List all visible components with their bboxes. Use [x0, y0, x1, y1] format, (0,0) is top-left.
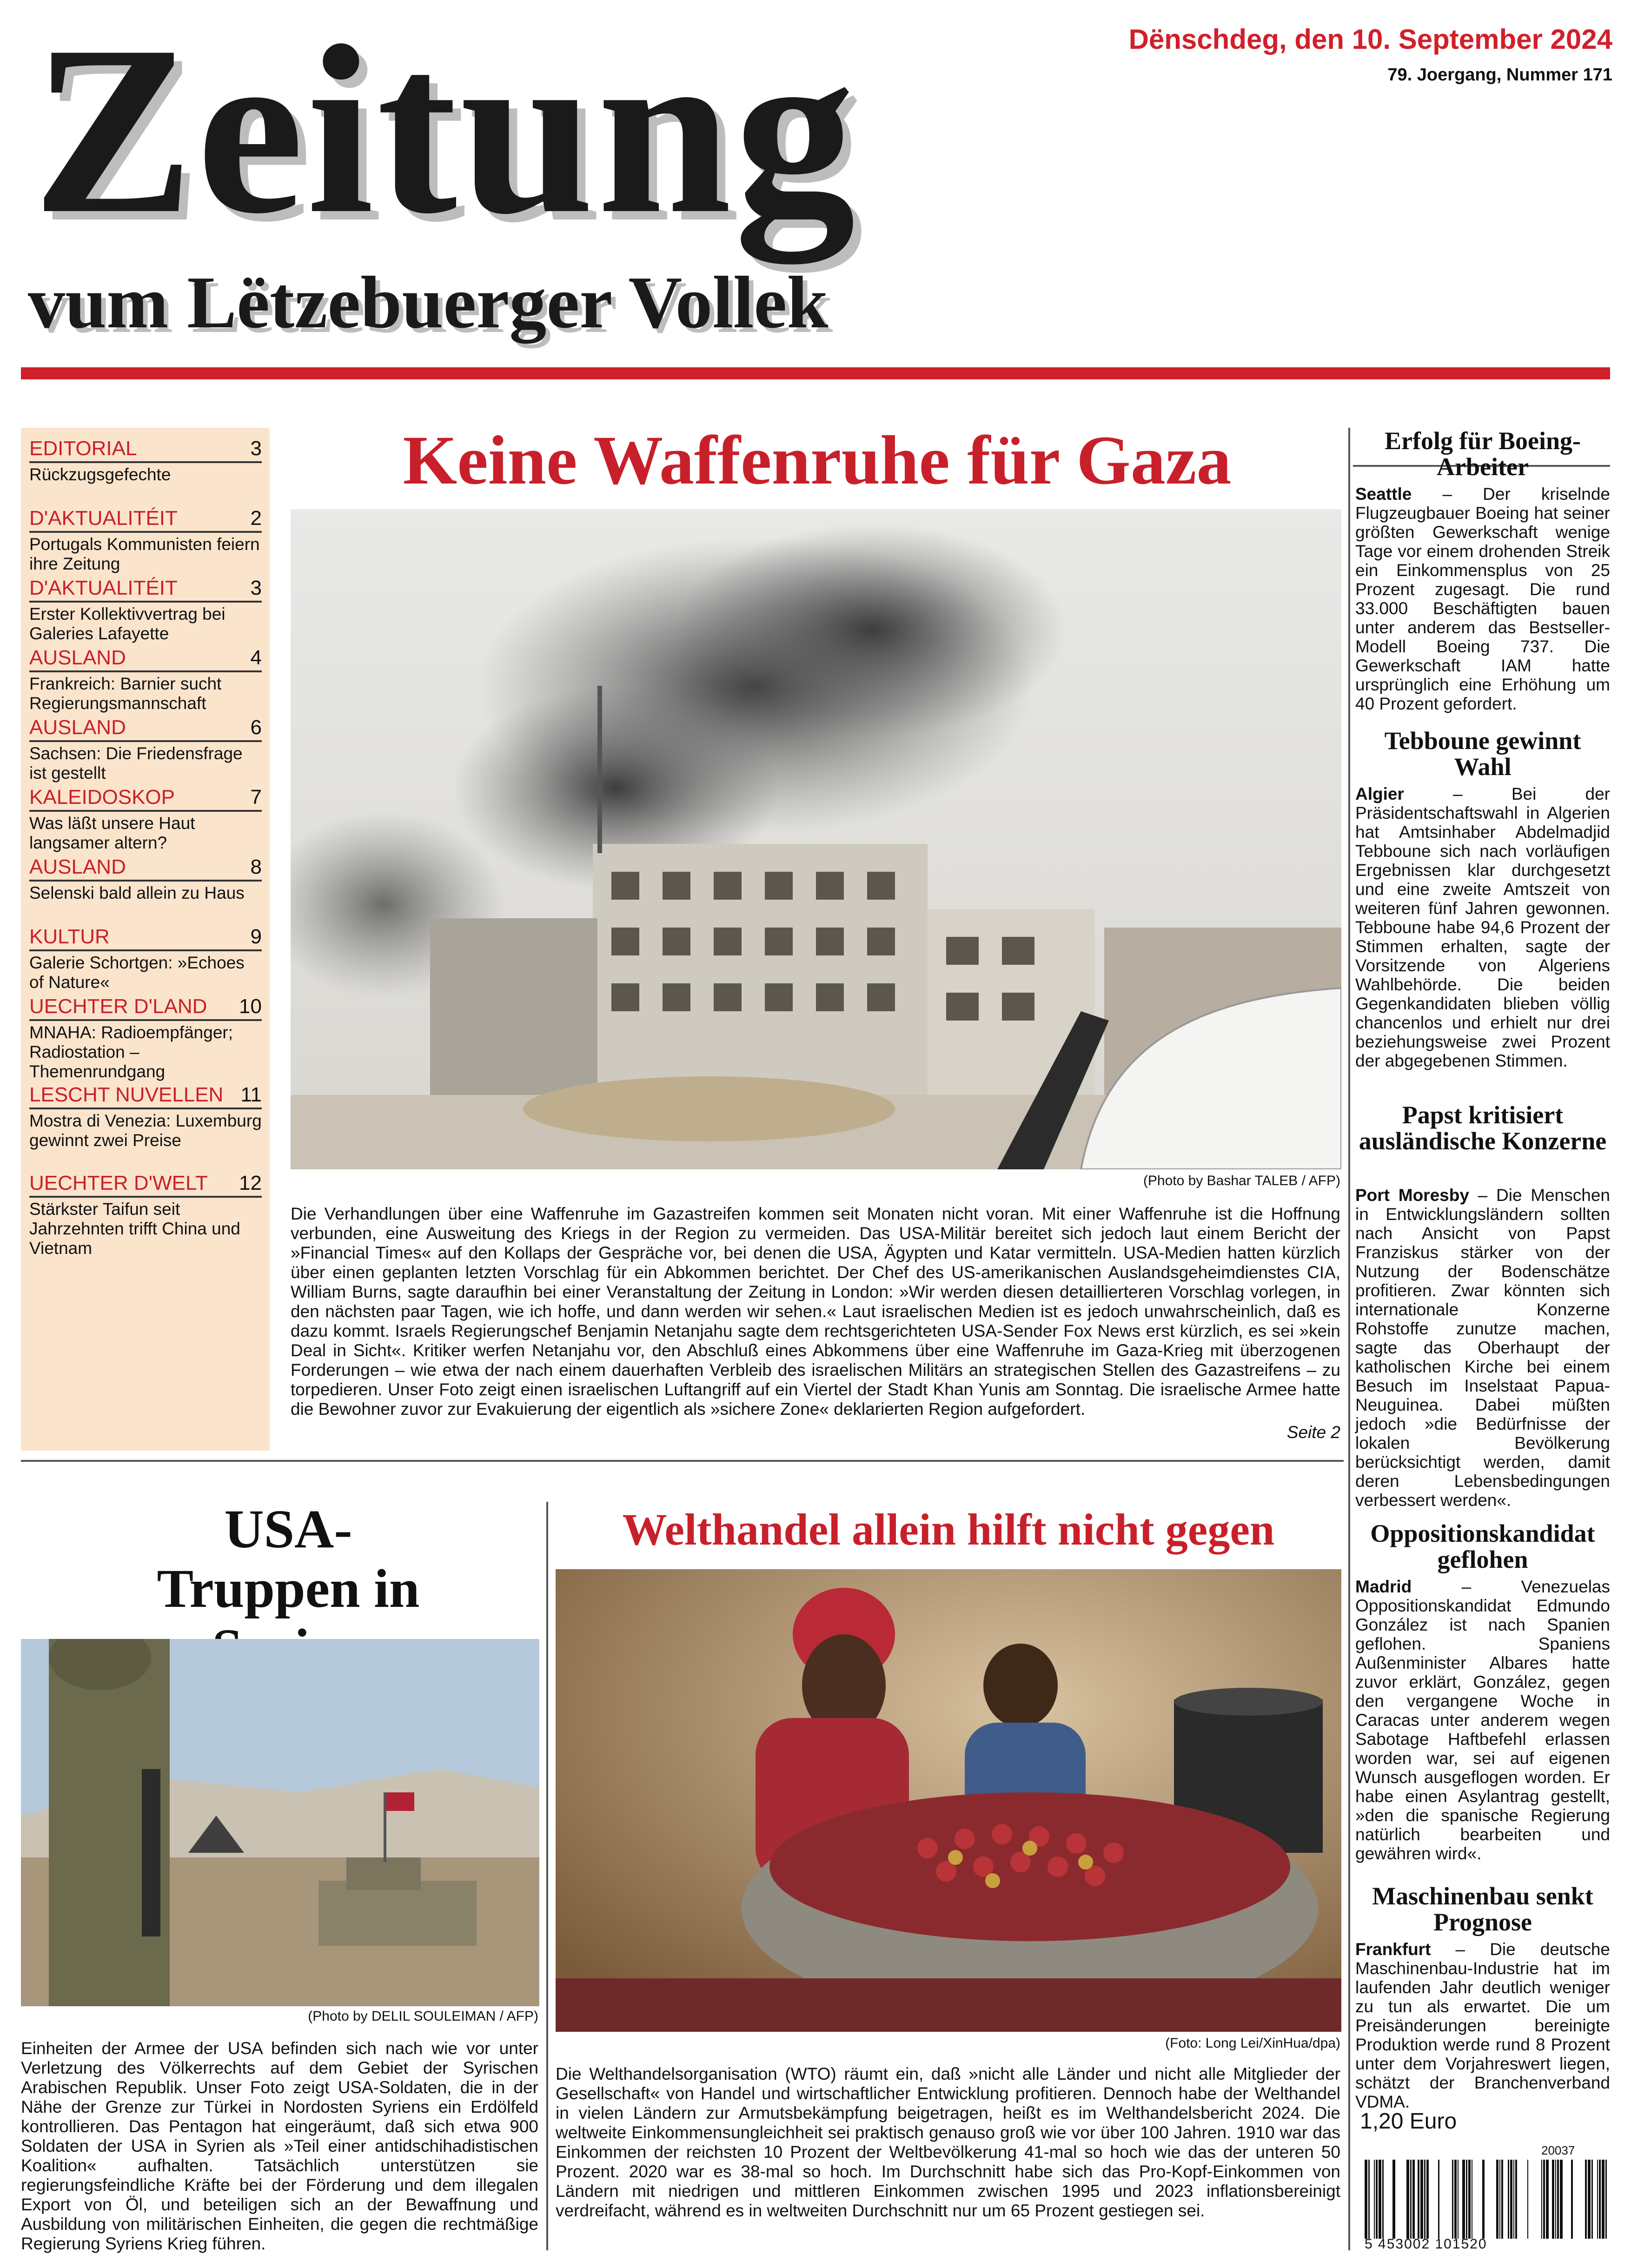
- syria-photo-credit: (Photo by DELIL SOULEIMAN / AFP): [308, 2009, 538, 2024]
- index-entry[interactable]: [29, 436, 262, 484]
- barcode-bar: [1527, 2160, 1528, 2239]
- brief-dateline: Madrid: [1355, 1577, 1412, 1596]
- syria-body: Einheiten der Armee der USA befinden sich nach wie vor unter Verletzung des Völkerrechts auf dem Gebiet der Syrischen Arabischen Republik. Unser Foto zeigt USA-Soldaten, die in der Nähe der Grenze zur Türkei in Nordosten Syriens ein Erdölfeld kontrollieren. Das Pentagon hat eingeräumt, daß sich etwa 900 Soldaten der USA in Syrien als »Teil einer antidschihadistischen Koalition« aufhalten. Tatsächlich unterstützen sie regierungsfeindliche Kräfte bei der Förderung und dem illegalen Export von Öl, und beteiligen sich an der Bewaffnung und Ausbildung von militärischen Einheiten, die gegen die rechtmäßige Regierung Syriens Krieg führen.: [21, 2039, 538, 2253]
- brief-text-gonzalez: [1355, 1577, 1610, 1863]
- trade-photo-credit: (Foto: Long Lei/XinHua/dpa): [1165, 2036, 1340, 2051]
- index-page-number: 11: [240, 1083, 262, 1106]
- index-page-number: 3: [250, 577, 262, 599]
- index-page-number: 9: [250, 925, 262, 948]
- index-entry-header: [29, 994, 262, 1021]
- index-entry-header: [29, 924, 262, 951]
- index-section: D'AKTUALITÉIT: [29, 577, 178, 599]
- index-entry[interactable]: [29, 855, 262, 903]
- barcode-bar: [1588, 2160, 1591, 2239]
- barcode-bar: [1508, 2160, 1509, 2239]
- index-entry[interactable]: [29, 994, 262, 1081]
- index-page-number: 10: [239, 995, 262, 1018]
- syria-headline-text: USA-Truppen in: [157, 1499, 420, 1619]
- index-teaser: Erster Kollektivvertrag bei Galeries Lafayette: [29, 604, 225, 643]
- index-section: EDITORIAL: [29, 437, 137, 460]
- barcode-bar: [1462, 2160, 1465, 2239]
- brief-text-maschinenbau: [1355, 1940, 1610, 2111]
- barcode-bar: [1420, 2160, 1423, 2239]
- index-teaser: Selenski bald allein zu Haus: [29, 883, 245, 902]
- barcode-bar: [1496, 2160, 1498, 2239]
- barcode-bar: [1368, 2160, 1370, 2239]
- barcode-bar: [1379, 2160, 1381, 2239]
- barcode-bar: [1412, 2160, 1415, 2239]
- brief-body: – Bei der Präsidentschaftswahl in Algerien hat Amtsinhaber Abdelmadjid Tebboune sich nach vorläufigen Ergebnissen klar durchgesetzt und eine zweite Amtszeit von weiteren fünf Jahren gewonnen. Tebboune habe 94,6 Prozent der Stimmen erhalten, sagte der Vorsitzende von Algeriens Wahlbehörde. Die beiden Gegenkandidaten blieben völlig chancenlos und erhielt nur drei beziehungsweise zwei Prozent der abgegebenen Stimmen.: [1355, 784, 1610, 1070]
- barcode-bar: [1424, 2160, 1425, 2239]
- barcode-bar: [1376, 2160, 1378, 2239]
- index-entry-header: [29, 645, 262, 672]
- index-entry-header: [29, 1082, 262, 1109]
- brief-text-papst: [1355, 1186, 1610, 1510]
- brief-body: – Die Menschen in Entwicklungsländern sollten nach Ansicht von Papst Franziskus stärker von der Nutzung der Bodenschätze profitieren. Zwar könnten sich internationale Konzerne Rohstoffe zunutze machen, sagte das Oberhaupt der katholischen Kirche bei einem Besuch im Inselstaat Papua-Neuguinea. Dabei müßten jedoch »die Bedürfnisse der lokalen Bevölkerung berücksichtigt werden, damit deren Lebensbedingungen verbessert werden«.: [1355, 1186, 1610, 1510]
- barcode-number: 5 453002 101520: [1365, 2236, 1487, 2252]
- index-teaser: Rückzugsgefechte: [29, 465, 171, 484]
- trade-body: Die Welthandelsorganisation (WTO) räumt ein, daß »nicht alle Länder und nicht alle Mitglieder der Gesellschaft« von Handel und wirtschaftlicher Entwicklung profitieren. Dennoch habe der Welthandel in vielen Ländern zur Armutsbekämpfung beigetragen, heißt es im Welthandelsbericht 2024. Die weltweite Einkommensungleichheit sei praktisch genauso groß wie vor über 100 Jahren. 1910 war das Einkommen der reichsten 10 Prozent der Weltbevölkerung 41-mal so hoch wie das der unteren 50 Prozent. 2020 war es 38-mal so hoch. Im Durchschnitt habe sich das Pro-Kopf-Einkommen von Ländern mit niedrigen und mittleren Einkommen zwischen 1995 und 2023 inflationsbereinigt verdreifacht, während es in weltweiten Durchschnitt nur um 65 Prozent gestiegen sei.: [556, 2064, 1340, 2220]
- barcode-bar: [1515, 2160, 1517, 2239]
- index-teaser: Frankreich: Barnier sucht Regierungsmannschaft: [29, 674, 222, 713]
- index-teaser: Sachsen: Die Friedensfrage ist gestellt: [29, 744, 243, 783]
- index-page-number: 6: [250, 716, 262, 739]
- index-section: AUSLAND: [29, 716, 126, 739]
- barcode-bar: [1392, 2160, 1395, 2239]
- barcode-bar: [1501, 2160, 1503, 2239]
- barcode-bar: [1458, 2160, 1459, 2239]
- index-teaser: Stärkster Taifun seit Jahrzehnten trifft China und Vietnam: [29, 1200, 240, 1258]
- lead-headline: Keine Waffenruhe für Gaza: [403, 422, 1232, 499]
- brief-headline-boeing: Erfolg für Boeing-Arbeiter: [1385, 427, 1581, 481]
- barcode-bar: [1466, 2160, 1467, 2239]
- barcode-bar: [1597, 2160, 1598, 2239]
- barcode-bar: [1585, 2160, 1587, 2239]
- barcode-bar: [1426, 2160, 1429, 2239]
- index-page-number: 12: [239, 1172, 262, 1194]
- index-entry[interactable]: [29, 924, 262, 992]
- index-section: UECHTER D'LAND: [29, 995, 207, 1018]
- barcode-bars-icon: [1365, 2160, 1611, 2239]
- barcode-bar: [1382, 2160, 1384, 2239]
- index-teaser: Galerie Schortgen: »Echoes of Nature«: [29, 953, 245, 992]
- index-entry-header: [29, 506, 262, 533]
- index-entry-header: [29, 855, 262, 882]
- index-section: LESCHT NUVELLEN: [29, 1083, 224, 1106]
- index-teaser: MNAHA: Radioempfänger; Radiostation – Themenrundgang: [29, 1023, 233, 1081]
- barcode-bar: [1452, 2160, 1453, 2239]
- masthead-rule: [21, 367, 1610, 379]
- index-entry-header: [29, 785, 262, 812]
- index-section: UECHTER D'WELT: [29, 1172, 208, 1194]
- index-page-number: 7: [250, 786, 262, 809]
- brief-headline-maschinenbau: Maschinenbau senkt Prognose: [1372, 1882, 1593, 1936]
- index-entry[interactable]: [29, 715, 262, 783]
- index-entry[interactable]: [29, 645, 262, 713]
- barcode-bar: [1543, 2160, 1545, 2239]
- barcode-bar: [1406, 2160, 1409, 2239]
- brief-body: – Die deutsche Maschinenbau-Industrie hat im laufenden Jahr deutlich weniger zu tun als erwartet. Die um Preisänderungen bereinigte Produktion werde rund 8 Prozent unter dem Vorjahreswert liegen, schätzt der Branchenverband VDMA.: [1355, 1940, 1610, 2111]
- barcode-bar: [1365, 2160, 1367, 2239]
- barcode-bar: [1499, 2160, 1500, 2239]
- index-teaser: Was läßt unsere Haut langsamer altern?: [29, 814, 195, 852]
- barcode-bar: [1571, 2160, 1573, 2239]
- issue-number: 79. Joergang, Nummer 171: [1387, 65, 1612, 85]
- brief-text-boeing: [1355, 484, 1610, 713]
- index-section: D'AKTUALITÉIT: [29, 507, 178, 530]
- brief-headline-papst: Papst kritisiert ausländische Konzerne: [1359, 1101, 1607, 1155]
- brief-dateline: Seattle: [1355, 484, 1412, 504]
- column-divider: [1348, 428, 1350, 2250]
- index-entry[interactable]: [29, 506, 262, 574]
- lead-photo-credit: (Photo by Bashar TALEB / AFP): [1143, 1173, 1340, 1188]
- barcode-bar: [1510, 2160, 1512, 2239]
- barcode-bar: [1418, 2160, 1419, 2239]
- index-teaser: Portugals Kommunisten feiern ihre Zeitung: [29, 535, 260, 573]
- brief-text-tebboune: [1355, 784, 1610, 1070]
- barcode-bar: [1599, 2160, 1601, 2239]
- lead-jump[interactable]: Seite 2: [1286, 1423, 1340, 1442]
- barcode-bar: [1468, 2160, 1471, 2239]
- index-page-number: 3: [250, 437, 262, 460]
- brief-body: – Der kriselnde Flugzeugbauer Boeing hat seiner größten Gewerkschaft wenige Tage vor einem drohenden Streik ein Einkommensplus von 25 Prozent zugesagt. Die rund 33.000 Beschäftigten bauen unter anderem das Bestseller-Modell Boeing 737. Die Gewerkschaft IAM hatte ursprünglich eine Erhöhung um 40 Prozent gefordert.: [1355, 484, 1610, 713]
- barcode-addon: 20037: [1541, 2143, 1575, 2157]
- lead-body: Die Verhandlungen über eine Waffenruhe im Gazastreifen kommen seit Monaten nicht voran. Mit einer Waffenruhe ist die Hoffnung verbunden, eine Ausweitung des Kriegs in der Region zu vermeiden. Das USA-Militär bereitet sich jedoch laut einem Bericht der »Financial Times« auf den Kollaps der Gespräche vor, bei denen die USA, Ägypten und Katar vermitteln. USA-Medien hatten kürzlich über einen geplanten letzten Vorschlag für ein Abkommen berichtet. Der Chef des US-amerikanischen Auslandsgeheimdienstes CIA, William Burns, sagte daraufhin bei einer Veranstaltung der Zeitung in London: »Wir werden diesen detaillierteren Vorschlag vorlegen, in den nächsten paar Tagen, wie ich hoffe, und dann werden wir sehen.« Laut israelischen Medien ist es jedoch unwahrscheinlich, daß es dazu kommt. Israels Regierungschef Benjamin Netanjahu sagte dem rechtsgerichteten USA-Sender Fox News erst kürzlich, es sei »kein Deal in Sicht«. Kritiker werfen Netanjahu vor, den Abschluß eines Abkommens über eine Waffenruhe im Gaza-Krieg mit überzogenen Forderungen – wie etwa der nach einem dauerhaften Verbleib des israelischen Militärs an strategischen Stellen des Gazastreifens – zu torpedieren. Unser Foto zeigt einen israelischen Luftangriff auf ein Viertel der Stadt Khan Yunis am Sonntag. Die israelische Armee hatte die Bewohner zuvor zur Evakuierung der eigentlich als »sichere Zone« deklarierten Region aufgefordert.: [291, 1204, 1340, 1419]
- barcode-bar: [1602, 2160, 1604, 2239]
- trade-photo: [556, 1569, 1341, 2032]
- brief-dateline: Frankfurt: [1355, 1940, 1431, 1959]
- index-page-number: 4: [250, 646, 262, 669]
- barcode-bar: [1374, 2160, 1375, 2239]
- barcode-bar: [1560, 2160, 1563, 2239]
- contents-index: [21, 428, 270, 1451]
- brief-body: – Venezuelas Oppositionskandidat Edmundo González ist nach Spanien geflohen. Spaniens Außenminister Albares hatte zuvor erklärt, González, gegen den vergangene Woche in Caracas unter anderem wegen Sabotage Haftbefehl erlassen worden war, sei auf eigenen Wunsch ausgeflogen worden. Er habe einen Asylantrag gestellt, »den die spanische Regierung natürlich bearbeiten und gewähren wird«.: [1355, 1577, 1610, 1863]
- index-entry[interactable]: [29, 785, 262, 853]
- index-entry-header: [29, 715, 262, 742]
- barcode-bar: [1541, 2160, 1542, 2239]
- barcode-bar: [1546, 2160, 1549, 2239]
- index-entry-header: [29, 436, 262, 463]
- index-page-number: 2: [250, 507, 262, 530]
- index-section: AUSLAND: [29, 646, 126, 669]
- index-entry[interactable]: [29, 1082, 262, 1150]
- barcode-bar: [1605, 2160, 1607, 2239]
- index-section: KULTUR: [29, 925, 110, 948]
- index-entry-header: [29, 576, 262, 603]
- barcode-bar: [1591, 2160, 1593, 2239]
- barcode-bar: [1454, 2160, 1457, 2239]
- barcode-bar: [1555, 2160, 1556, 2239]
- syria-photo: [21, 1639, 539, 2006]
- index-entry-header: [29, 1171, 262, 1198]
- index-entry[interactable]: [29, 576, 262, 643]
- brief-headline-gonzalez: Oppositionskandidat geflohen: [1370, 1519, 1595, 1573]
- masthead-subtitle: vum Lëtzebuerger Vollek: [28, 261, 829, 344]
- barcode-bar: [1438, 2160, 1439, 2239]
- index-section: KALEIDOSKOP: [29, 786, 175, 809]
- index-page-number: 8: [250, 855, 262, 878]
- barcode-bar: [1410, 2160, 1412, 2239]
- barcode-bar: [1552, 2160, 1554, 2239]
- index-section: AUSLAND: [29, 855, 126, 878]
- brief-dateline: Algier: [1355, 784, 1404, 803]
- barcode: [1365, 2143, 1611, 2250]
- barcode-bar: [1557, 2160, 1559, 2239]
- issue-date: Dënschdeg, den 10. September 2024: [1128, 24, 1612, 55]
- index-entry[interactable]: [29, 1171, 262, 1258]
- gaza-photo: [291, 509, 1341, 1169]
- barcode-bar: [1482, 2160, 1485, 2239]
- price: 1,20 Euro: [1360, 2109, 1457, 2134]
- barcode-bar: [1513, 2160, 1514, 2239]
- trade-headline: Welthandel allein hilft nicht gegen: [622, 1505, 1275, 1554]
- section-divider: [21, 1460, 1344, 1462]
- brief-headline-tebboune: Tebboune gewinnt Wahl: [1384, 727, 1581, 781]
- masthead-title: Zeitung: [33, 0, 858, 264]
- brief-dateline: Port Moresby: [1355, 1186, 1469, 1205]
- index-teaser: Mostra di Venezia: Luxemburg gewinnt zwei Preise: [29, 1111, 262, 1150]
